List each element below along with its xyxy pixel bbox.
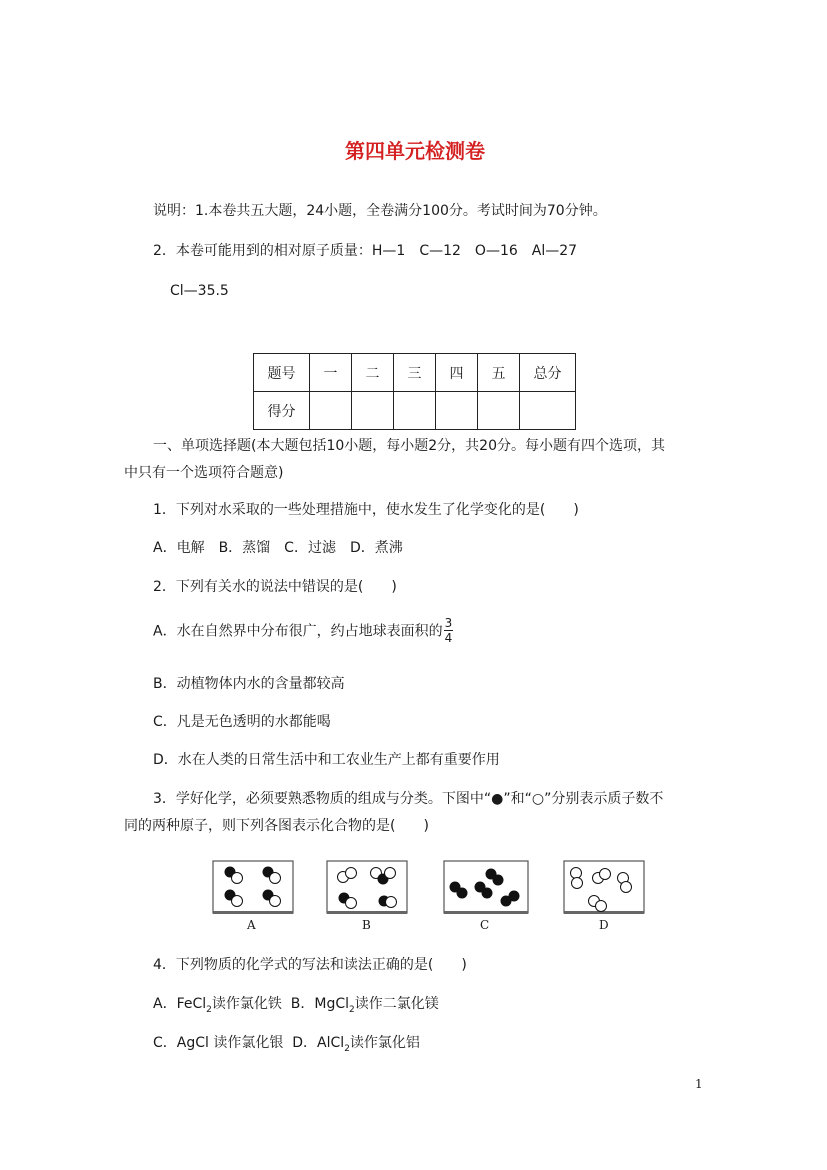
option-b-formula: B．MgCl: [290, 996, 350, 1012]
question-2-option-c: C．凡是无色透明的水都能喝: [153, 714, 331, 730]
question-4-options-cd: [153, 1033, 420, 1059]
question-3-stem-line-2: 同的两种原子，则下列各图表示化合物的是( ): [124, 818, 429, 834]
diagram-d: [563, 860, 645, 916]
score-cell[interactable]: [352, 392, 394, 430]
question-1-stem: 1．下列对水采取的一些处理措施中，使水发生了化学变化的是( ): [153, 502, 579, 518]
option-a-formula: A．FeCl: [153, 996, 207, 1012]
diagram-label: D: [599, 918, 609, 932]
question-2-option-a: [153, 616, 453, 645]
score-table-score-row: [254, 392, 576, 430]
score-header-cell: 总分: [520, 354, 576, 392]
score-table: [253, 353, 576, 430]
fraction: [444, 616, 454, 645]
page-number: 1: [695, 1077, 703, 1091]
score-header-cell: 一: [310, 354, 352, 392]
option-d-reading: 读作氯化铝: [349, 1035, 420, 1051]
question-2-stem: 2．下列有关水的说法中错误的是( ): [153, 579, 397, 595]
subscript: 2: [349, 1004, 355, 1015]
score-cell[interactable]: [436, 392, 478, 430]
fraction-denominator: 4: [444, 631, 453, 645]
score-cell[interactable]: [478, 392, 520, 430]
question-3-stem-line-1: 3．学好化学，必须要熟悉物质的组成与分类。下图中“●”和“○”分别表示质子数不: [153, 791, 664, 807]
score-header-cell: 二: [352, 354, 394, 392]
page-title: 第四单元检测卷: [345, 139, 485, 163]
option-b-reading: 读作二氯化镁: [354, 996, 439, 1012]
diagram-label: A: [247, 918, 256, 932]
instruction-line-1: 说明：1.本卷共五大题，24小题，全卷满分100分。考试时间为70分钟。: [153, 203, 607, 219]
score-table-header-row: [254, 354, 576, 392]
question-4-stem: 4．下列物质的化学式的写法和读法正确的是( ): [153, 957, 467, 973]
diagram-label: B: [362, 918, 371, 932]
score-header-cell: 五: [478, 354, 520, 392]
diagram-c: [443, 860, 529, 916]
subscript: 2: [344, 1043, 350, 1054]
score-header-cell: 题号: [254, 354, 310, 392]
question-1-options: A．电解 B．蒸馏 C．过滤 D．煮沸: [153, 540, 403, 556]
score-cell[interactable]: [394, 392, 436, 430]
score-cell[interactable]: [310, 392, 352, 430]
instruction-line-2: 2．本卷可能用到的相对原子质量：H—1 C—12 O—16 Al—27: [153, 243, 578, 259]
score-header-cell: 四: [436, 354, 478, 392]
option-a-reading: 读作氯化铁: [211, 996, 282, 1012]
question-2-option-d: D．水在人类的日常生活中和工农业生产上都有重要作用: [153, 752, 500, 768]
option-a-text: A．水在自然界中分布很广，约占地球表面积的: [153, 623, 443, 640]
score-header-cell: 三: [394, 354, 436, 392]
instruction-line-3: Cl—35.5: [170, 283, 229, 299]
score-cell[interactable]: [520, 392, 576, 430]
diagram-a: [212, 860, 294, 916]
question-4-options-ab: [153, 994, 439, 1020]
question-2-option-b: B．动植物体内水的含量都较高: [153, 676, 345, 692]
option-c: C．AgCl 读作氯化银: [153, 1035, 284, 1051]
subscript: 2: [206, 1004, 212, 1015]
section-heading-line-1: 一、单项选择题(本大题包括10小题，每小题2分，共20分。每小题有四个选项，其: [153, 438, 665, 454]
diagram-b: [326, 860, 408, 916]
option-d-formula: D．AlCl: [292, 1035, 345, 1051]
fraction-numerator: 3: [444, 616, 453, 630]
diagram-label: C: [480, 918, 490, 932]
section-heading-line-2: 中只有一个选项符合题意): [124, 465, 284, 481]
score-row-label: 得分: [254, 392, 310, 430]
